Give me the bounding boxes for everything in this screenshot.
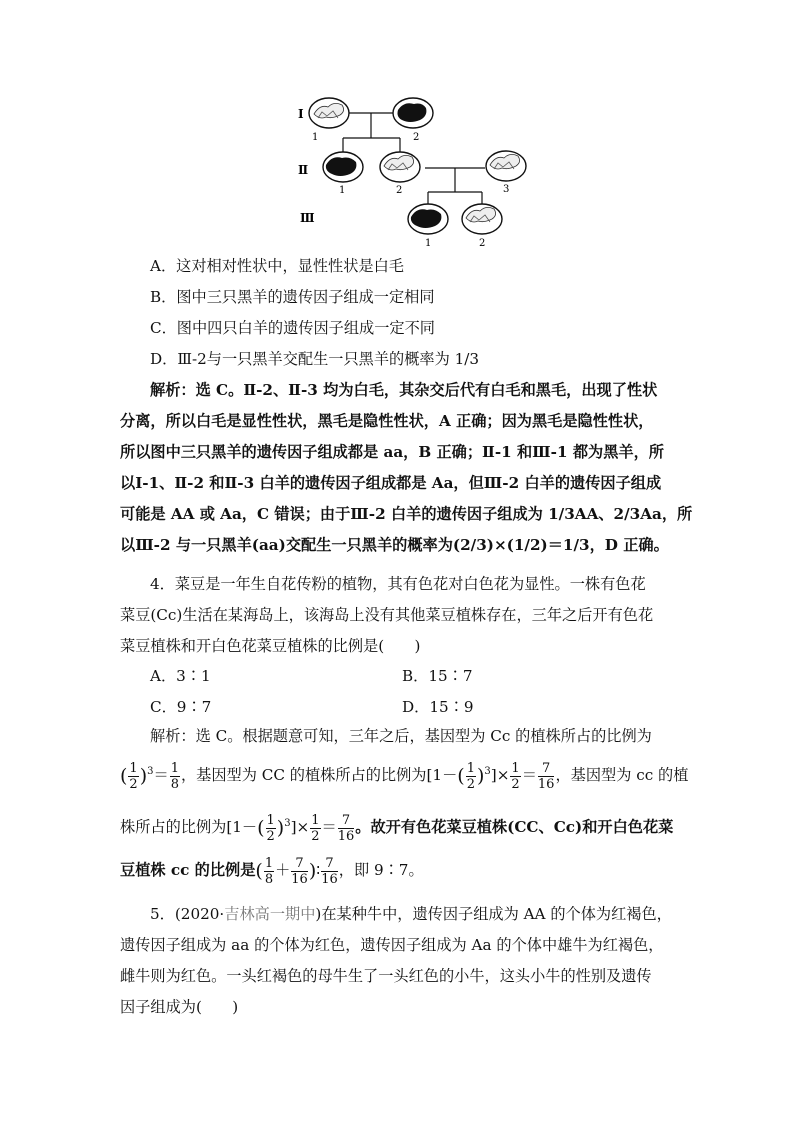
individual-II-3 — [486, 151, 526, 195]
q3-analysis-line-3: 所以图中三只黑羊的遗传因子组成都是 aa，B 正确；Ⅱ-1 和Ⅲ-1 都为黑羊，所 — [120, 443, 664, 461]
individual-III-1 — [408, 204, 448, 249]
q3-analysis-line-4: 以Ⅰ-1、Ⅱ-2 和Ⅱ-3 白羊的遗传因子组成都是 Aa，但Ⅲ-2 白羊的遗传因子组成 — [120, 474, 662, 492]
q4-stem-line-3: 菜豆植株和开白色花菜豆植株的比例是( ) — [120, 637, 421, 655]
svg-text:3: 3 — [503, 184, 510, 195]
individual-I-1 — [309, 98, 349, 143]
q3-analysis-line-1: 解析：选 C。Ⅱ-2、Ⅱ-3 均为白毛，其杂交后代有白毛和黑毛，出现了性状 — [150, 381, 658, 399]
q3-analysis-line-6: 以Ⅲ-2 与一只黑羊(aa)交配生一只黑羊的概率为(2/3)×(1/2)＝1/3，D 正确。 — [120, 536, 669, 554]
q3-option-b: B．图中三只黑羊的遗传因子组成一定相同 — [150, 288, 435, 306]
q3-option-a: A．这对相对性状中，显性性状是白毛 — [150, 257, 404, 275]
svg-text:2: 2 — [413, 132, 420, 143]
q3-analysis-line-2: 分离，所以白毛是显性性状，黑毛是隐性性状，A 正确；因为黑毛是隐性性状， — [120, 412, 654, 430]
q5-stem-line-2: 遗传因子组成为 aa 的个体为红色，遗传因子组成为 Aa 的个体中雄牛为红褐色， — [120, 936, 664, 954]
q5-stem-line-1: 5．(2020·吉林高一期中)在某种牛中，遗传因子组成为 AA 的个体为红褐色， — [150, 905, 672, 923]
svg-text:1: 1 — [339, 185, 346, 196]
q4-option-c: C．9∶7 — [150, 698, 212, 716]
svg-text:1: 1 — [425, 238, 432, 249]
q3-option-c: C．图中四只白羊的遗传因子组成一定不同 — [150, 319, 435, 337]
svg-text:2: 2 — [479, 238, 486, 249]
q5-stem-line-3: 雌牛则为红色。一头红褐色的母牛生了一头红色的小牛，这头小牛的性别及遗传 — [120, 967, 652, 985]
individual-II-1 — [323, 152, 363, 196]
q5-stem-line-4: 因子组成为( ) — [120, 998, 239, 1016]
individual-I-2 — [393, 98, 433, 143]
q4-stem-line-2: 菜豆(Cc)生活在某海岛上，该海岛上没有其他菜豆植株存在，三年之后开有色花 — [120, 606, 654, 624]
q4-analysis-line-2: ( $\frac{1}{2}$ )$^3$＝ $\frac{1}{8}$ ，基因型为 CC 的植株所占的比例为[1－( $\frac{1}{2}$ )$^3$]× $\frac{1}{2}$ ＝ $\frac{7}{16}$ ，基因型为 cc 的植 — [120, 760, 689, 792]
q4-analysis-line-1: 解析：选 C。根据题意可知，三年之后，基因型为 Cc 的植株所占的比例为 — [150, 727, 652, 745]
q4-option-a: A．3∶1 — [150, 667, 211, 685]
individual-II-2 — [380, 152, 420, 196]
individual-III-2 — [462, 204, 502, 249]
q3-option-d: D．Ⅲ-2与一只黑羊交配生一只黑羊的概率为 1/3 — [150, 350, 480, 368]
generation-label-3: Ⅲ — [300, 211, 315, 225]
q4-analysis-line-3: 株所占的比例为[1－( $\frac{1}{2}$ )$^3$]× $\frac{1}{2}$ ＝ $\frac{7}{16}$ 。故开有色花菜豆植株(CC、Cc)和开白色花菜 — [120, 812, 674, 844]
q4-analysis-line-4: 豆植株 cc 的比例是( $\frac{1}{8}$ ＋ $\frac{7}{16}$ )∶ $\frac{7}{16}$ ，即 9∶7。 — [120, 855, 424, 887]
q4-option-b: B．15∶7 — [402, 667, 473, 685]
generation-label-2: Ⅱ — [298, 163, 309, 177]
svg-text:1: 1 — [312, 132, 319, 143]
q4-stem-line-1: 4．菜豆是一年生自花传粉的植物，其有色花对白色花为显性。一株有色花 — [150, 575, 646, 593]
generation-label-1: Ⅰ — [298, 107, 304, 121]
q3-analysis-label: 解析：选 C。 — [150, 381, 244, 399]
q4-option-d: D．15∶9 — [402, 698, 474, 716]
q5-source: 吉林高一期中 — [224, 905, 316, 923]
svg-text:2: 2 — [396, 185, 403, 196]
q3-analysis-line-5: 可能是 AA 或 Aa，C 错误；由于Ⅲ-2 白羊的遗传因子组成为 1/3AA、2/3Aa，所 — [120, 505, 693, 523]
